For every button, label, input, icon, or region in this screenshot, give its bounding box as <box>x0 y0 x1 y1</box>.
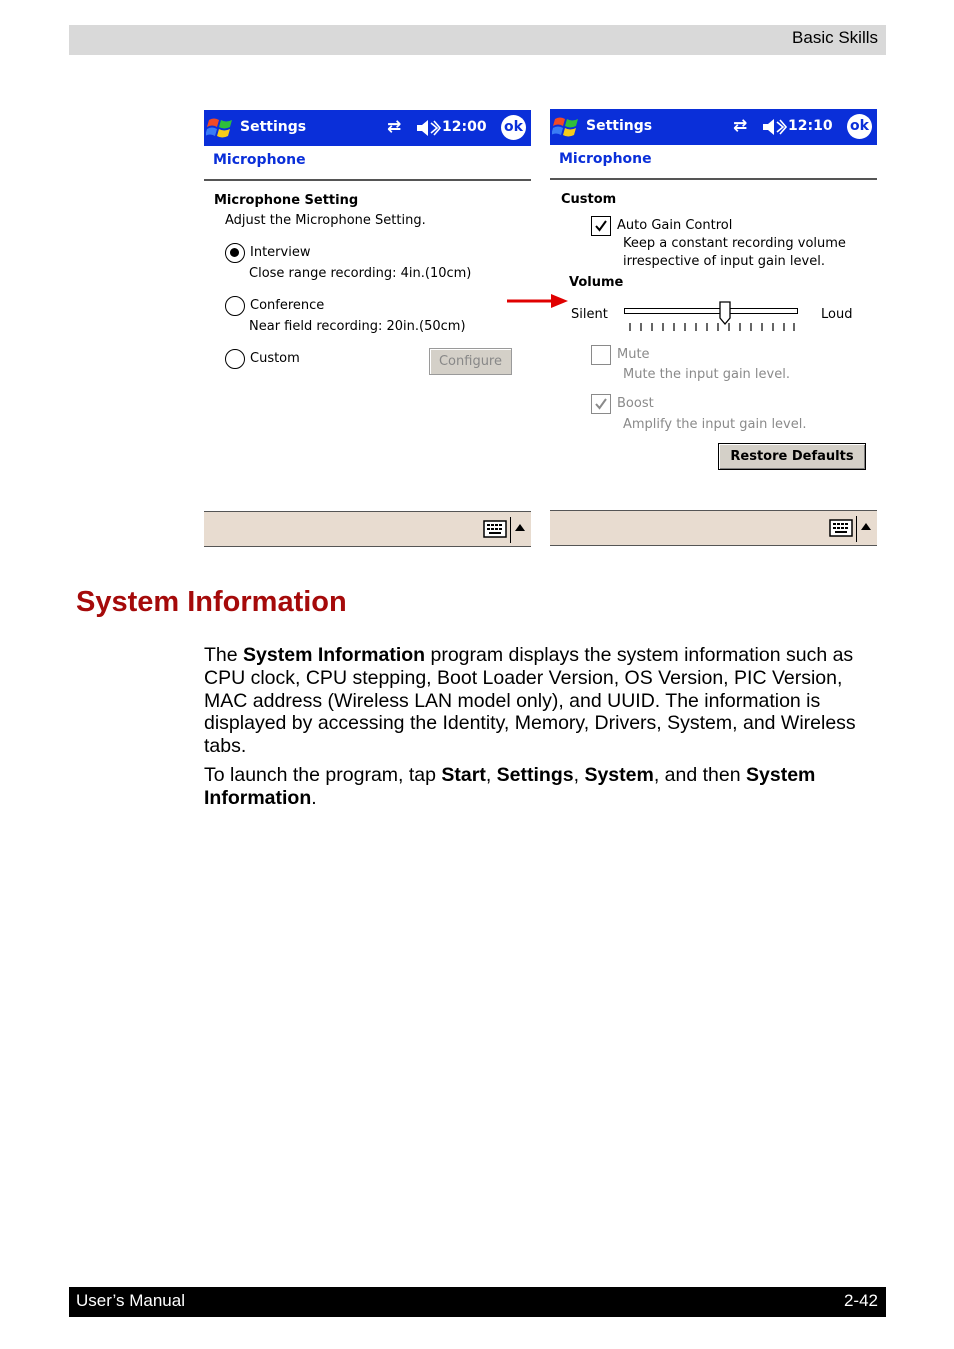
paragraph-text: , <box>485 764 497 786</box>
bold-term: System Information <box>204 764 816 809</box>
setting-subtitle: Adjust the Microphone Setting. <box>225 213 426 228</box>
page-header <box>69 25 886 55</box>
app-title: Settings <box>586 118 653 134</box>
app-title: Settings <box>240 119 307 135</box>
bold-term: System Information <box>243 644 426 666</box>
paragraph-description <box>204 644 884 758</box>
boost-checkbox[interactable] <box>591 394 611 414</box>
checkmark-icon <box>594 219 608 233</box>
page-number: 2-42 <box>843 1291 878 1310</box>
mute-checkbox[interactable] <box>591 345 611 365</box>
up-arrow-icon[interactable] <box>861 523 871 530</box>
custom-heading: Custom <box>561 192 617 207</box>
restore-defaults-button[interactable]: Restore Defaults <box>718 443 866 470</box>
up-arrow-icon[interactable] <box>515 524 525 531</box>
header-section-title: Basic Skills <box>792 28 878 47</box>
mute-label[interactable]: Mute <box>617 347 650 362</box>
page-footer <box>69 1287 886 1317</box>
paragraph-text: . <box>311 786 317 809</box>
page-label: Microphone <box>213 152 306 168</box>
paragraph-instructions <box>204 764 884 810</box>
windows-start-icon[interactable] <box>552 113 582 141</box>
speaker-icon[interactable] <box>761 116 787 138</box>
clock[interactable]: 12:00 <box>442 119 487 135</box>
input-panel-bar <box>204 511 531 547</box>
conference-label[interactable]: Conference <box>250 298 325 313</box>
boost-label[interactable]: Boost <box>617 396 654 411</box>
paragraph-text: program displays the system information such as CPU clock, CPU stepping, Boot Loader Version, OS Version, PIC Version, MAC address (Wireless LAN model only), and UUID. The information is displayed by accessing the Identity, Memory, Drivers, System, and Wireless tabs. <box>204 644 856 758</box>
custom-radio[interactable] <box>225 349 245 369</box>
paragraph-text: The <box>204 644 244 666</box>
auto-gain-label[interactable]: Auto Gain Control <box>617 218 733 233</box>
custom-label[interactable]: Custom <box>250 351 300 366</box>
red-pointer-arrow-icon <box>507 291 569 311</box>
volume-slider-thumb[interactable] <box>719 301 731 325</box>
auto-gain-checkbox[interactable] <box>591 216 611 236</box>
title-bar <box>204 110 531 146</box>
ok-button[interactable]: ok <box>501 115 526 140</box>
section-title: System Information <box>76 586 347 618</box>
page-label: Microphone <box>559 151 652 167</box>
speaker-icon[interactable] <box>415 117 441 139</box>
interview-description: Close range recording: 4in.(10cm) <box>249 266 472 281</box>
bold-term: Start <box>441 764 486 786</box>
windows-start-icon[interactable] <box>206 114 236 142</box>
paragraph-text: To launch the program, tap <box>204 764 442 786</box>
bold-term: Settings <box>496 764 574 786</box>
checkmark-icon <box>594 397 608 411</box>
paragraph-text: , <box>573 764 585 786</box>
connectivity-icon[interactable]: ⇄ <box>733 116 748 136</box>
keyboard-icon[interactable] <box>483 520 507 538</box>
interview-label[interactable]: Interview <box>250 245 311 260</box>
mute-description: Mute the input gain level. <box>623 367 790 382</box>
volume-label: Volume <box>569 275 624 290</box>
volume-slider-track[interactable] <box>624 308 798 314</box>
volume-max-label: Loud <box>821 307 853 322</box>
divider <box>204 179 531 181</box>
auto-gain-description-line2: irrespective of input gain level. <box>623 254 825 269</box>
screenshot-microphone-custom <box>550 109 877 547</box>
divider <box>550 178 877 180</box>
interview-radio[interactable] <box>225 243 245 263</box>
input-panel-bar <box>550 510 877 546</box>
taskbar-divider <box>856 516 857 542</box>
ok-button[interactable]: ok <box>847 114 872 139</box>
title-bar <box>550 109 877 145</box>
footer-manual-title: User’s Manual <box>76 1291 185 1310</box>
taskbar-divider <box>510 517 511 543</box>
configure-button[interactable]: Configure <box>429 348 512 375</box>
volume-slider-ticks <box>629 323 795 331</box>
screenshot-microphone-setting <box>204 110 531 548</box>
conference-radio[interactable] <box>225 296 245 316</box>
setting-heading: Microphone Setting <box>214 193 359 208</box>
auto-gain-description-line1: Keep a constant recording volume <box>623 236 846 251</box>
bold-term: System <box>584 764 654 786</box>
clock[interactable]: 12:10 <box>788 118 833 134</box>
conference-description: Near field recording: 20in.(50cm) <box>249 319 466 334</box>
paragraph-text: , and then <box>653 764 746 786</box>
boost-description: Amplify the input gain level. <box>623 417 807 432</box>
volume-min-label: Silent <box>571 307 608 322</box>
keyboard-icon[interactable] <box>829 519 853 537</box>
connectivity-icon[interactable]: ⇄ <box>387 117 402 137</box>
